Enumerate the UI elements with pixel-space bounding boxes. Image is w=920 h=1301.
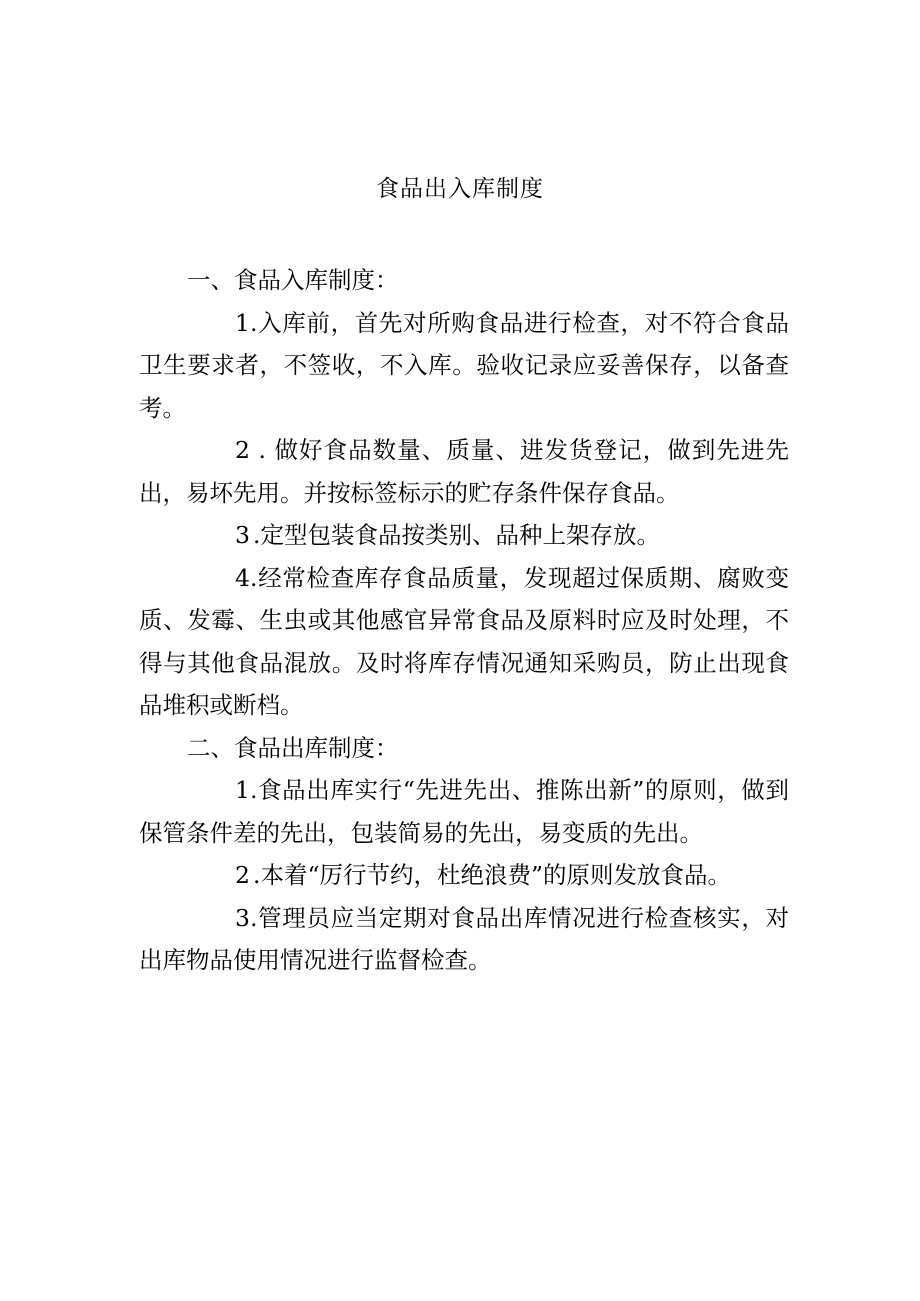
item-text: .食品出库实行“先进先出、推陈出新”的原则，做到保管条件差的先出，包装简易的先出，易变质的先出。 [139, 776, 789, 847]
item-text: .经常检查库存食品质量，发现超过保质期、腐败变质、发霉、生虫或其他感官异常食品及原料时应及时处理，不得与其他食品混放。及时将库存情况通知采购员，防止出现食品堆积或断档。 [139, 563, 789, 719]
item-text: .定型包装食品按类别、品种上架存放。 [253, 521, 660, 549]
section-2-heading: 二、食品出库制度： [187, 733, 399, 762]
section-1-item-2 [139, 429, 789, 514]
section-2-item-2 [139, 854, 789, 897]
item-text: . 做好食品数量、质量、进发货登记，做到先进先出，易坏先用。并按标签标示的贮存条件保存食品。 [139, 436, 789, 507]
item-number: 1 [235, 776, 250, 804]
section-2-item-3 [139, 897, 789, 982]
document-body [139, 259, 789, 982]
item-number: 3 [235, 521, 250, 549]
item-text: .入库前，首先对所购食品进行检查，对不符合食品卫生要求者，不签收，不入库。验收记录应妥善保存，以备查考。 [139, 308, 789, 422]
section-1-heading: 一、食品入库制度： [187, 266, 399, 294]
section-1-item-3 [139, 514, 789, 557]
item-number: 4 [235, 563, 250, 592]
item-number: 1 [235, 308, 250, 337]
document-title: 食品出入库制度 [376, 176, 544, 202]
section-1-item-4 [139, 557, 789, 727]
item-number: 2 [235, 861, 250, 889]
item-number: 3 [235, 903, 250, 932]
item-text: .管理员应当定期对食品出库情况进行检查核实，对出库物品使用情况进行监督检查。 [139, 903, 789, 974]
item-text: .本着“厉行节约，杜绝浪费”的原则发放食品。 [253, 861, 731, 889]
section-2-item-1 [139, 769, 789, 854]
section-1-item-1 [139, 302, 789, 430]
item-number: 2 [235, 436, 250, 464]
